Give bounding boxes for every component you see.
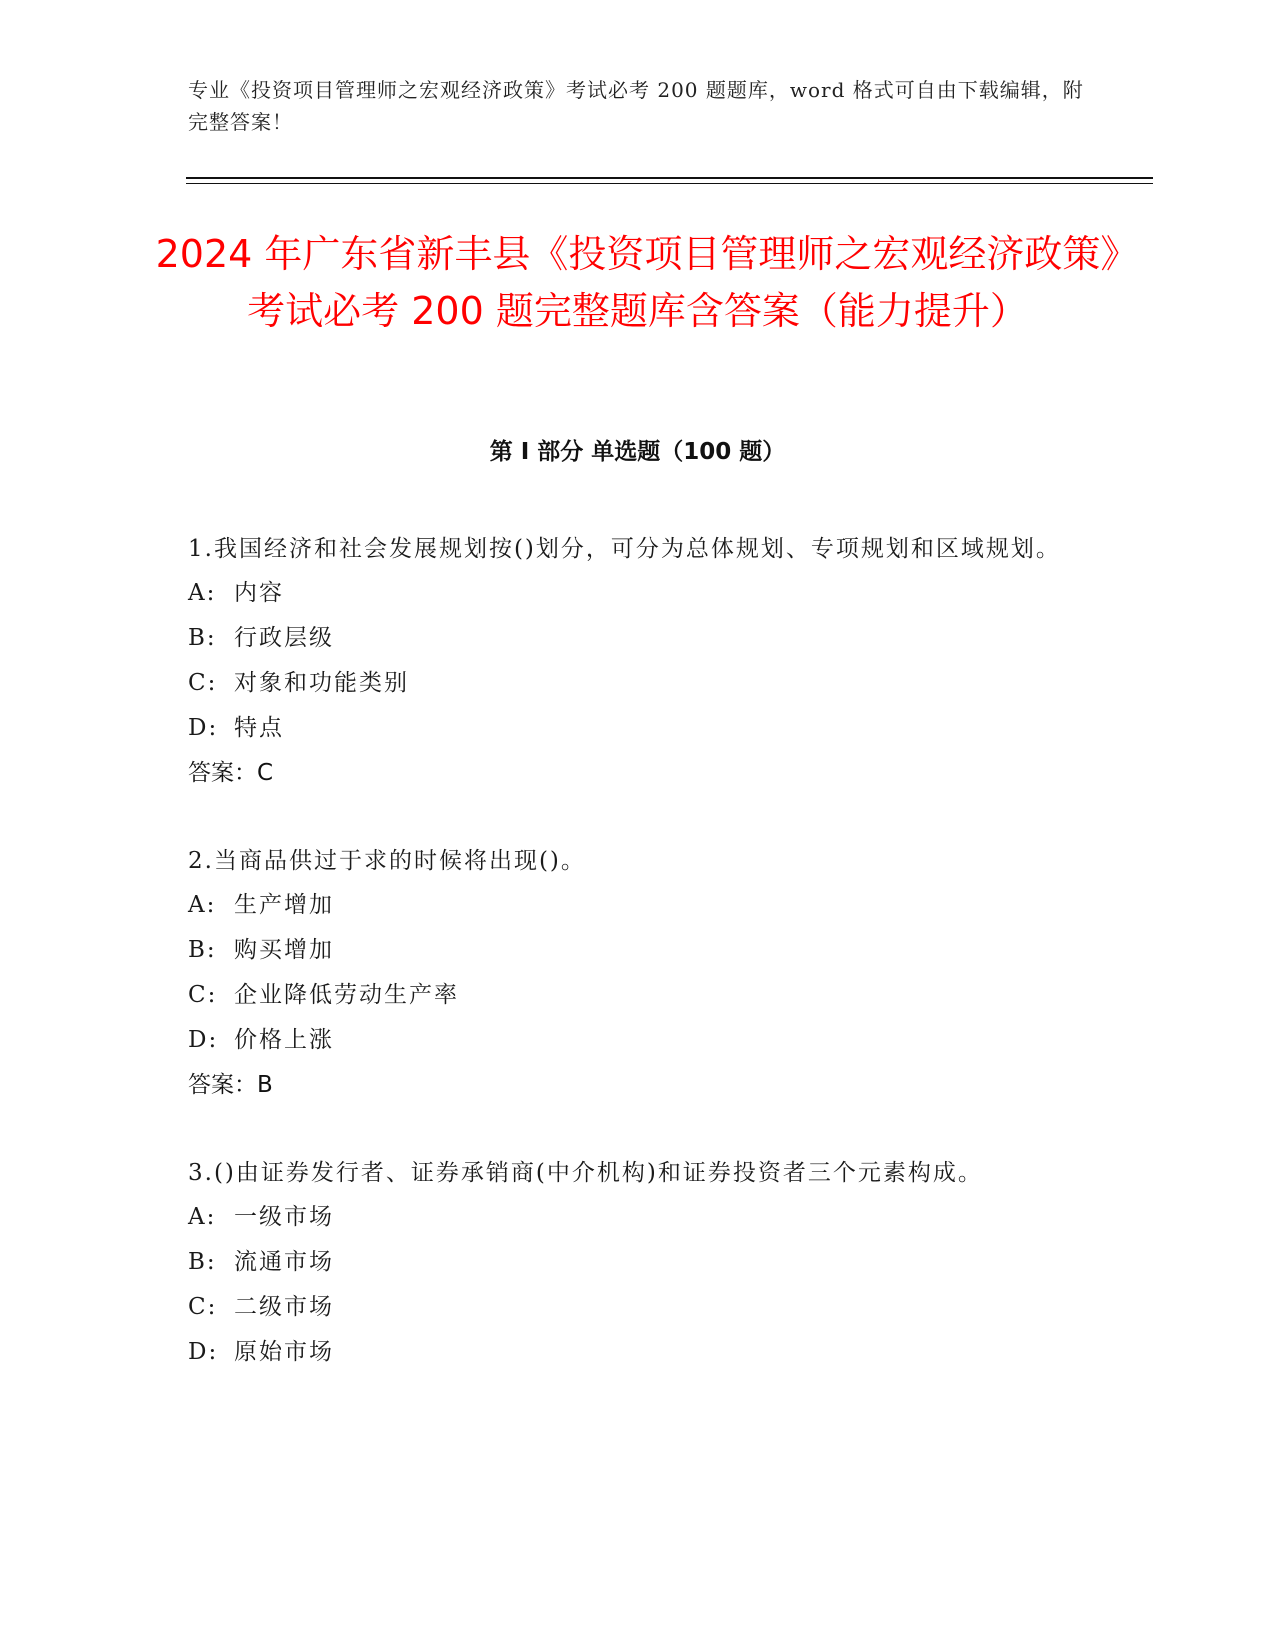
option-d (188, 1330, 1068, 1375)
option-text: 流通市场 (234, 1249, 334, 1275)
option-c (188, 973, 1068, 1018)
option-letter: D: (188, 1027, 219, 1053)
question-stem: 1.我国经济和社会发展规划按()划分，可分为总体规划、专项规划和区域规划。 (188, 536, 1061, 562)
option-letter: B: (188, 625, 217, 651)
option-text: 生产增加 (234, 892, 334, 918)
option-b (188, 1240, 1068, 1285)
option-letter: D: (188, 715, 219, 741)
option-text: 一级市场 (234, 1204, 334, 1230)
option-a (188, 571, 1068, 616)
option-letter: D: (188, 1339, 219, 1365)
option-text: 原始市场 (234, 1339, 334, 1365)
question-stem: 3.()由证券发行者、证券承销商(中介机构)和证券投资者三个元素构成。 (188, 1160, 983, 1186)
option-d (188, 1018, 1068, 1063)
option-letter: A: (188, 1204, 217, 1230)
answer-line: 答案：C (188, 760, 274, 786)
header-divider-thin (186, 183, 1153, 184)
option-text: 二级市场 (234, 1294, 334, 1320)
option-letter: C: (188, 982, 218, 1008)
option-text: 价格上涨 (234, 1027, 334, 1053)
question-list (188, 527, 1068, 1419)
option-a (188, 883, 1068, 928)
option-text: 购买增加 (234, 937, 334, 963)
option-letter: A: (188, 892, 217, 918)
option-text: 行政层级 (234, 625, 334, 651)
option-c (188, 661, 1068, 706)
option-d (188, 706, 1068, 751)
option-text: 企业降低劳动生产率 (234, 982, 459, 1008)
option-letter: A: (188, 580, 217, 606)
document-title: 2024 年广东省新丰县《投资项目管理师之宏观经济政策》考试必考 200 题完整题库含答案（能力提升） (155, 232, 1120, 333)
option-text: 对象和功能类别 (234, 670, 409, 696)
answer-line: 答案：B (188, 1072, 273, 1098)
section-heading: 第 I 部分 单选题（100 题） (489, 439, 786, 465)
option-letter: C: (188, 1294, 218, 1320)
option-text: 内容 (234, 580, 284, 606)
header-divider-thick (186, 177, 1153, 179)
question-3 (188, 1151, 1068, 1375)
option-letter: C: (188, 670, 218, 696)
header-note: 专业《投资项目管理师之宏观经济政策》考试必考 200 题题库，word 格式可自由下载编辑，附完整答案！ (188, 78, 1084, 134)
option-letter: B: (188, 937, 217, 963)
option-a (188, 1195, 1068, 1240)
question-stem: 2.当商品供过于求的时候将出现()。 (188, 848, 586, 874)
option-b (188, 616, 1068, 661)
question-2 (188, 839, 1068, 1107)
option-c (188, 1285, 1068, 1330)
option-letter: B: (188, 1249, 217, 1275)
option-text: 特点 (234, 715, 284, 741)
question-1 (188, 527, 1068, 795)
option-b (188, 928, 1068, 973)
